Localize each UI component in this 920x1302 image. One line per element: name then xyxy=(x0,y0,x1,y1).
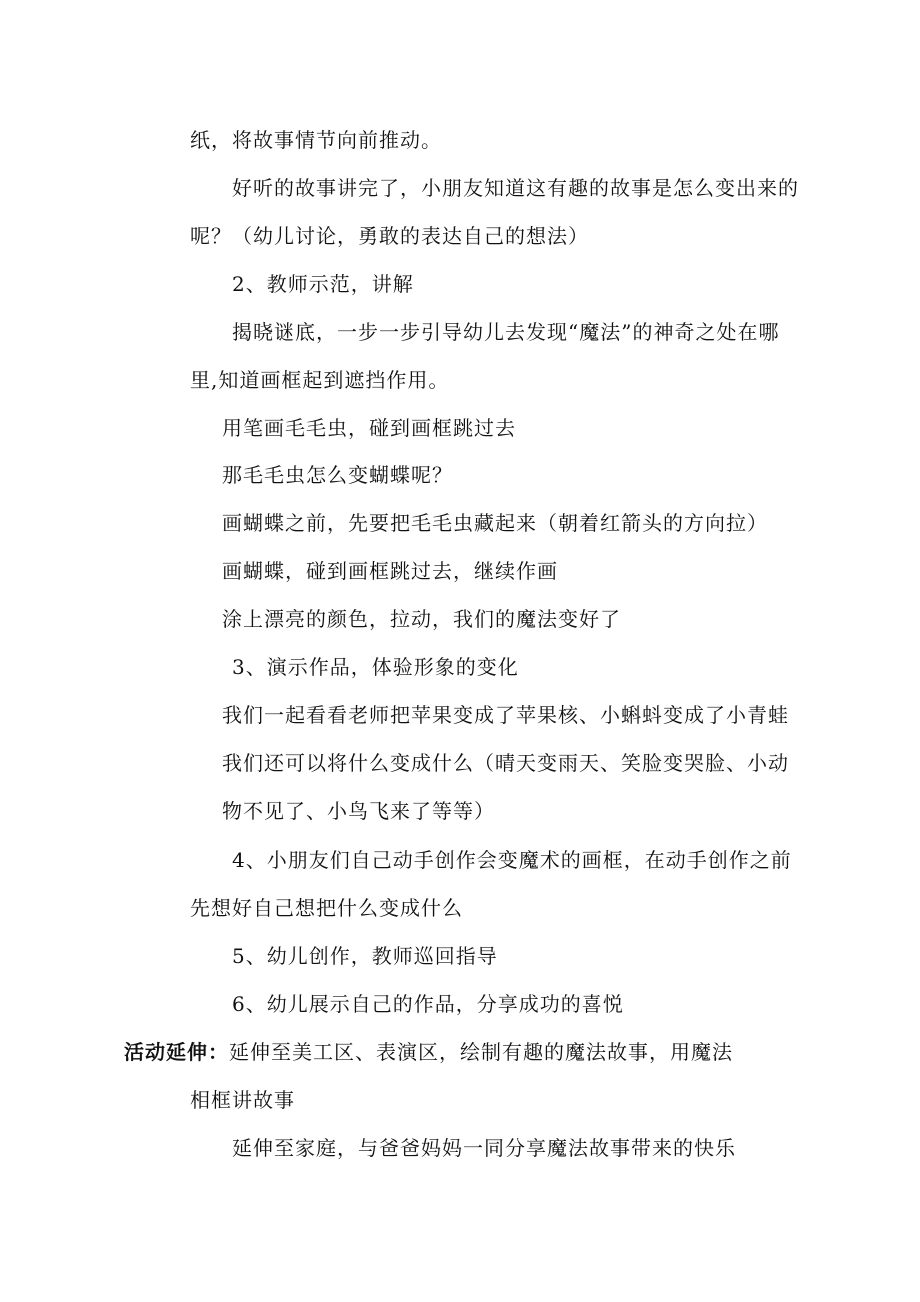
paragraph-line: 纸，将故事情节向前推动。 xyxy=(190,128,442,152)
extension-line xyxy=(124,1040,733,1064)
step-heading: 2、教师示范，讲解 xyxy=(232,272,414,296)
paragraph-line: 物不见了、小鸟飞来了等等） xyxy=(222,799,495,823)
paragraph-line: 延伸至家庭，与爸爸妈妈一同分享魔法故事带来的快乐 xyxy=(232,1136,736,1160)
paragraph-line: 呢？（幼儿讨论，勇敢的表达自己的想法） xyxy=(190,224,589,248)
paragraph-line: 里,知道画框起到遮挡作用。 xyxy=(190,368,450,392)
paragraph-line: 先想好自己想把什么变成什么 xyxy=(190,896,463,920)
paragraph-line: 那毛毛虫怎么变蝴蝶呢？ xyxy=(222,463,453,487)
extension-text: 延伸至美工区、表演区，绘制有趣的魔法故事，用魔法 xyxy=(229,1040,733,1064)
paragraph-line: 画蝴蝶，碰到画框跳过去，继续作画 xyxy=(222,559,558,583)
paragraph-line: 好听的故事讲完了，小朋友知道这有趣的故事是怎么变出来的 xyxy=(232,176,799,200)
paragraph-line: 我们一起看看老师把苹果变成了苹果核、小蝌蚪变成了小青蛙 xyxy=(222,703,789,727)
step-heading: 5、幼儿创作，教师巡回指导 xyxy=(232,944,498,968)
extension-label: 活动延伸： xyxy=(124,1040,229,1064)
paragraph-line: 相框讲故事 xyxy=(190,1088,295,1112)
paragraph-line: 我们还可以将什么变成什么（晴天变雨天、笑脸变哭脸、小动 xyxy=(222,751,789,775)
paragraph-line: 揭晓谜底，一步一步引导幼儿去发现“魔法”的神奇之处在哪 xyxy=(232,320,780,344)
step-heading: 4、小朋友们自己动手创作会变魔术的画框，在动手创作之前 xyxy=(232,848,792,872)
step-heading: 3、演示作品，体验形象的变化 xyxy=(232,655,519,679)
step-heading: 6、幼儿展示自己的作品，分享成功的喜悦 xyxy=(232,992,624,1016)
paragraph-line: 画蝴蝶之前，先要把毛毛虫藏起来（朝着红箭头的方向拉） xyxy=(222,511,768,535)
paragraph-line: 用笔画毛毛虫，碰到画框跳过去 xyxy=(222,416,516,440)
paragraph-line: 涂上漂亮的颜色，拉动，我们的魔法变好了 xyxy=(222,607,621,631)
